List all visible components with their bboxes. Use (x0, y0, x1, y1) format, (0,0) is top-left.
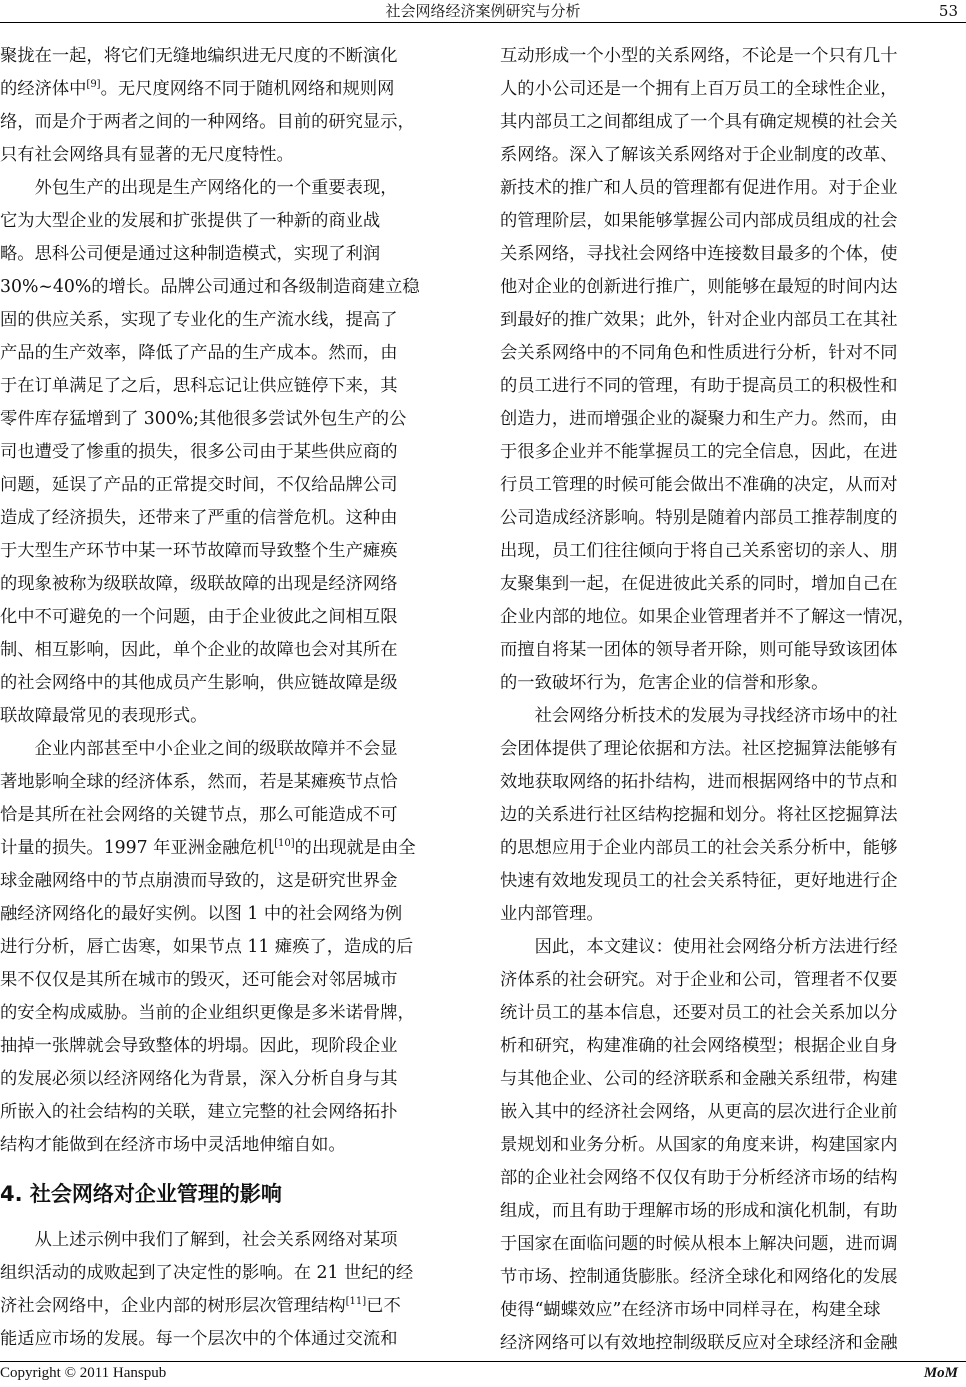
paragraph: 外包生产的出现是生产网络化的一个重要表现， 它为大型企业的发展和扩张提供了一种新的商业战 略。思科公司便是通过这种制造模式，实现了利润 30%~40%的增长。品牌公司通过和各级制造商建立稳 固的供应关系，实现了专业化的生产流水线，提高了 产品的生产效率，降低了产品的生产成本。然而，由 于在订单满足了之后，思科忘记让供应链停下来，其 零件库存猛增到了 300%;其他很多尝试外包生产的公 司也遭受了惨重的损失，很多公司由于某些供应商的 问题，延误了产品的正常提交时间，不仅给品牌公司 造成了经济损失，还带来了严重的信誉危机。这种由 于大型生产环节中某一环节故障而导致整个生产瘫痪 的现象被称为级联故障，级联故障的出现是经济网络 化中不可避免的一个问题，由于企业彼此之间相互限 制、相互影响，因此，单个企业的故障也会对其所在 的社会网络中的其他成员产生影响，供应链故障是级 联故障最常见的表现形式。 (0, 178, 420, 726)
citation-ref: [9] (86, 79, 101, 91)
paragraph: 企业内部甚至中小企业之间的级联故障并不会显 著地影响全球的经济体系，然而，若是某瘫痪节点恰 恰是其所在社会网络的关键节点，那么可能造成不可 计量的损失。1997 年亚洲金融危机[10]的出现就是由全 球金融网络中的节点崩溃而导致的，这是研究世界金 融经济网络化的最好实例。以图 1 中的社会网络为例 进行分析，唇亡齿寒，如果节点 11 瘫痪了，造成的后 果不仅仅是其所在城市的毁灭，还可能会对邻居城市 的安全构成威胁。当前的企业组织更像是多米诺骨牌， 抽掉一张牌就会导致整体的坍塌。因此，现阶段企业 的发展必须以经济网络化为背景，深入分析自身与其 所嵌入的社会结构的关联，建立完整的社会网络拓扑 结构才能做到在经济市场中灵活地伸缩自如。 (0, 739, 416, 1155)
journal-abbreviation: MoM (923, 1365, 958, 1381)
paragraph: 社会网络分析技术的发展为寻找经济市场中的社 会团体提供了理论依据和方法。社区挖掘算法能够有 效地获取网络的拓扑结构，进而根据网络中的节点和 边的关系进行社区结构挖掘和划分。将社区挖掘算法 的思想应用于企业内部员工的社会关系分析中，能够 快速有效地发现员工的社会关系特征，更好地进行企 业内部管理。 (500, 706, 898, 924)
section-heading: 4. 社会网络对企业管理的影响 (0, 1182, 282, 1206)
paragraph: 从上述示例中我们了解到，社会关系网络对某项 组织活动的成败起到了决定性的影响。在 21 世纪的经 济社会网络中，企业内部的树形层次管理结构[11]已不 能适应市场的发展。每一个层次中的个体通过交流和 (0, 1230, 414, 1349)
citation-ref: [10] (274, 838, 295, 850)
running-footer (0, 1361, 966, 1387)
copyright-notice: Copyright © 2011 Hanspub (0, 1365, 167, 1381)
running-header (0, 0, 966, 23)
paragraph: 因此，本文建议：使用社会网络分析方法进行经 济体系的社会研究。对于企业和公司，管理者不仅要 统计员工的基本信息，还要对员工的社会关系加以分 析和研究，构建准确的社会网络模型；根据企业自身 与其他企业、公司的经济联系和金融关系纽带，构建 嵌入其中的经济社会网络，从更高的层次进行企业前 景规划和业务分析。从国家的角度来讲，构建国家内 部的企业社会网络不仅仅有助于分析经济市场的结构 组成，而且有助于理解市场的形成和演化机制，有助 于国家在面临问题的时候从根本上解决问题，进而调 节市场、控制通货膨胀。经济全球化和网络化的发展 使得“蝴蝶效应”在经济市场中同样寻在，构建全球 经济网络可以有效地控制级联反应对全球经济和金融 (500, 937, 898, 1353)
left-column (0, 40, 463, 1356)
right-column (500, 40, 963, 1360)
citation-ref: [11] (345, 1296, 367, 1308)
paragraph: 互动形成一个小型的关系网络，不论是一个只有几十 人的小公司还是一个拥有上百万员工的全球性企业， 其内部员工之间都组成了一个具有确定规模的社会关 系网络。深入了解该关系网络对于企业制度的改革、 新技术的推广和人员的管理都有促进作用。对于企业 的管理阶层，如果能够掌握公司内部成员组成的社会 关系网络，寻找社会网络中连接数目最多的个体，使 他对企业的创新进行推广，则能够在最短的时间内达 到最好的推广效果；此外，针对企业内部员工在其社 会关系网络中的不同角色和性质进行分析，针对不同 的员工进行不同的管理，有助于提高员工的积极性和 创造力，进而增强企业的凝聚力和生产力。然而，由 于很多企业并不能掌握员工的完全信息，因此，在进 行员工管理的时候可能会做出不准确的决定，从而对 公司造成经济影响。特别是随着内部员工推荐制度的 出现，员工们往往倾向于将自己关系密切的亲人、朋 友聚集到一起，在促进彼此关系的同时，增加自己在 企业内部的地位。如果企业管理者并不了解这一情况， 而擅自将某一团体的领导者开除，则可能导致该团体 的一致破坏行为，危害企业的信誉和形象。 (500, 46, 915, 693)
page-number: 53 (938, 2, 958, 20)
paragraph: 聚拢在一起，将它们无缝地编织进无尺度的不断演化 的经济体中[9]。无尺度网络不同于随机网络和规则网 络，而是介于两者之间的一种网络。目前的研究显示， 只有社会网络具有显著的无尺度特性。 (0, 46, 415, 165)
running-title: 社会网络经济案例研究与分析 (385, 2, 581, 20)
